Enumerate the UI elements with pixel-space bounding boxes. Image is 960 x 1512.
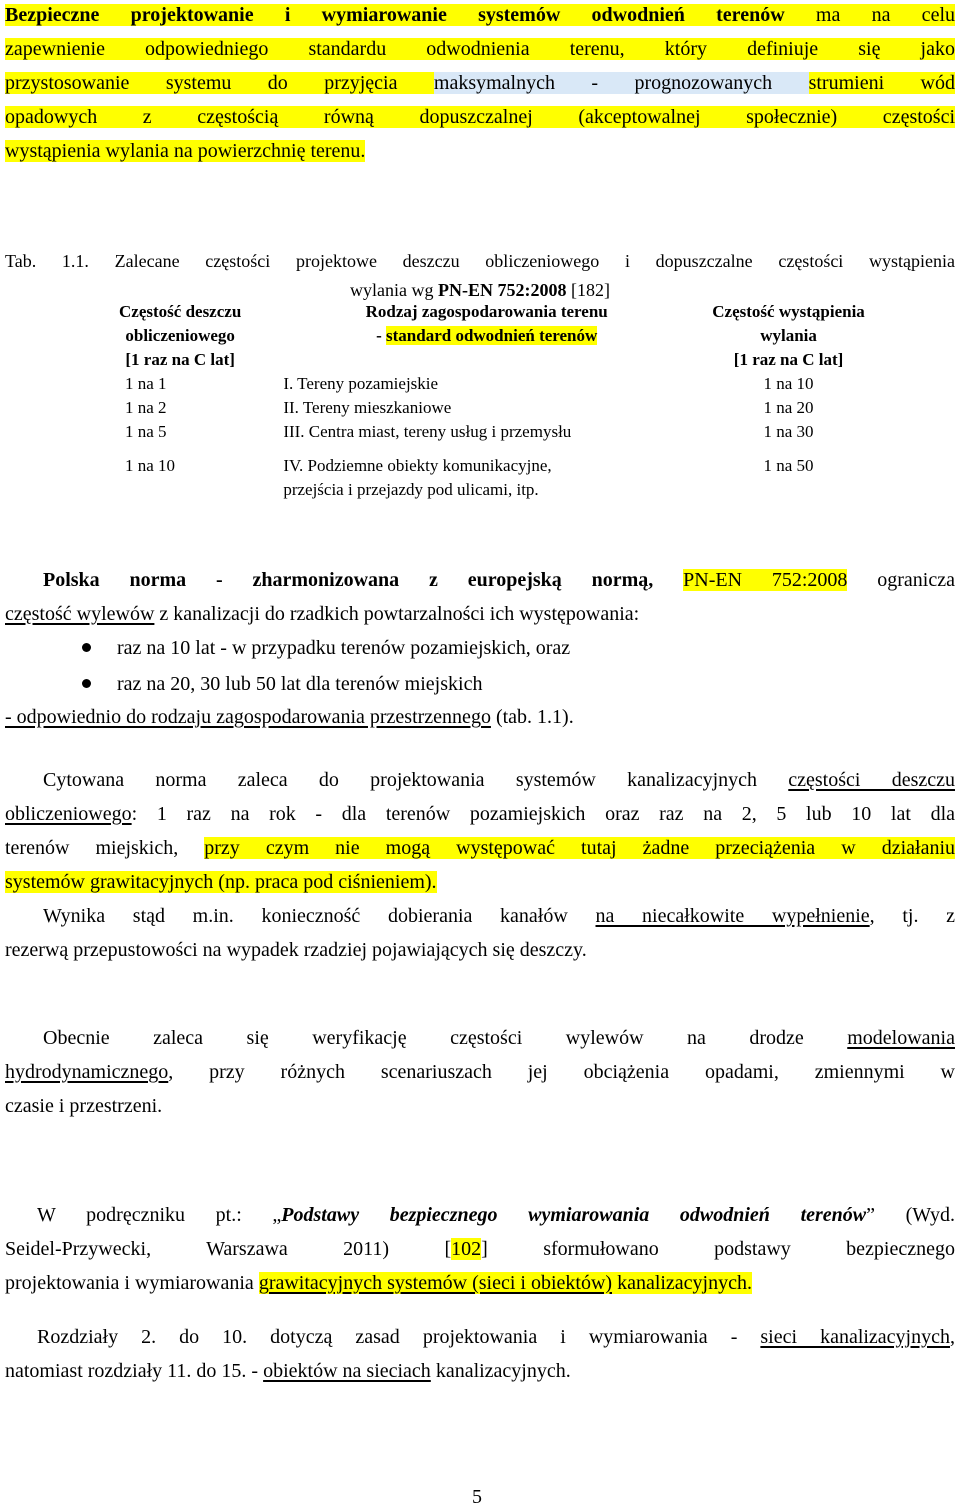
cited-highlight: systemów grawitacyjnych (np. praca pod ciśnieniem). [5,871,437,893]
book-text: W podręczniku pt.: „ [37,1204,282,1226]
chapters-text: , [950,1326,955,1348]
model-text: , przy różnych scenariuszach jej obciążenia opadami, zmiennymi w [168,1061,955,1083]
table-row [77,372,887,396]
cell-land-use [283,444,690,502]
norm-text: ogranicza [847,569,955,591]
book-text: ” (Wyd. [866,1204,955,1226]
cell-rain: 1 na 2 [125,398,167,417]
header-text: - [376,326,387,345]
header-text: [1 raz na C lat] [733,350,844,369]
model-underline: modelowania [847,1027,955,1049]
chapters-text: Rozdziały 2. do 10. dotyczą zasad projektowania i wymiarowania - [37,1326,761,1348]
cell-land-use: III. Centra miast, tereny usług i przemysłu [283,422,572,441]
norm-text: z kanalizacji do rzadkich powtarzalności ich występowania: [154,603,640,625]
book-text: Seidel-Przywecki, Warszawa 2011) [ [5,1238,452,1260]
caption-norm: PN-EN 752:2008 [437,280,567,300]
header-text: [1 raz na C lat] [125,350,235,369]
table-row [77,396,887,420]
cited-highlight: przy czym nie mogą występować tutaj żadne przeciążenia w działaniu [204,837,956,859]
cited-underline: obliczeniowego [5,803,132,825]
book-text: projektowania i wymiarowania [5,1272,259,1294]
cell-rain: 1 na 10 [125,456,176,475]
intro-text: opadowych z częstością równą dopuszczalnej (akceptowalnej społecznie) częstości [5,106,955,128]
cell-rain: 1 na 1 [125,374,167,393]
model-underline: hydrodynamicznego [5,1061,169,1083]
intro-text: wystąpienia wylania na powierzchnię terenu. [5,140,366,162]
cited-text: rezerwą przepustowości na wypadek rzadziej pojawiających się deszczy. [5,939,587,961]
table-row [77,444,887,502]
cell-rain: 1 na 5 [125,422,167,441]
bullet-item [82,667,482,701]
book-highlight: kanalizacyjnych. [612,1272,752,1294]
header-land-use [283,300,690,372]
caption-text: wylania wg [350,280,438,300]
book-ref-highlight: 102 [451,1238,482,1260]
header-text: Częstość wystąpienia [712,302,865,321]
chapters-text: natomiast rozdziały 11. do 15. - [5,1360,264,1382]
table-caption [5,247,955,305]
norm-bold: Polska norma - zharmonizowana z europejską normą, [43,569,684,591]
bullet-icon [82,679,91,688]
page-number: 5 [472,1486,482,1508]
book-title: Podstawy bezpiecznego wymiarowania odwodnień terenów [281,1204,867,1226]
cell-flood: 1 na 10 [763,374,814,393]
caption-ref: [182] [566,280,610,300]
intro-text: zapewnienie odpowiedniego standardu odwodnienia terenu, który definiuje się jako [5,38,955,60]
cited-underline: częstości deszczu [788,769,955,791]
cell-flood: 1 na 20 [763,398,814,417]
header-rain-frequency [77,300,283,372]
cited-text: Wynika stąd m.in. konieczność dobierania kanałów [43,905,596,927]
model-text: Obecnie zaleca się weryfikację częstości wylewów na drodze [43,1027,848,1049]
intro-text: przystosowanie systemu do przyjęcia [5,72,434,94]
intro-paragraph [5,0,955,168]
chapters-underline: sieci kanalizacyjnych [760,1326,950,1348]
header-text: Częstość deszczu [119,302,242,321]
bullet-text: raz na 10 lat - w przypadku terenów pozamiejskich, oraz [117,637,571,659]
model-text: czasie i przestrzeni. [5,1095,163,1117]
cell-text: IV. Podziemne obiekty komunikacyjne, [283,456,552,475]
norm-text: (tab. 1.1). [490,706,574,728]
table-row [77,420,887,444]
header-highlight: standard odwodnień terenów [386,326,598,345]
model-paragraph [5,1021,955,1123]
table-header-row [77,300,887,372]
cell-text: przejścia i przejazdy pod ulicami, itp. [283,480,539,499]
header-text: wylania [760,326,817,345]
book-text: ] sformułowano podstawy bezpiecznego [481,1238,955,1260]
intro-text: strumieni wód [808,72,955,94]
chapters-underline: obiektów na sieciach [263,1360,431,1382]
cell-flood: 1 na 30 [763,422,814,441]
norm-paragraph [5,563,955,631]
cell-land-use: I. Tereny pozamiejskie [283,374,439,393]
chapters-paragraph [5,1320,955,1388]
norm-tail [5,700,955,734]
intro-text: ma na celu [784,4,955,26]
norm-highlight: PN-EN 752:2008 [683,569,848,591]
cited-text: : 1 raz na rok - dla terenów pozamiejskich oraz raz na 2, 5 lub 10 lat dla [131,803,955,825]
bullet-text: raz na 20, 30 lub 50 lat dla terenów miejskich [117,673,483,695]
norm-underline: częstość wylewów [5,603,155,625]
caption-line-1: Tab. 1.1. Zalecane częstości projektowe deszczu obliczeniowego i dopuszczalne częstości wystąpienia [5,251,955,271]
frequency-table [77,300,887,502]
bullet-item [82,631,570,665]
cited-text: , tj. z [869,905,955,927]
intro-bold: Bezpieczne projektowanie i wymiarowanie systemów odwodnień terenów [5,4,785,26]
intro-highlight-blue: maksymalnych - prognozowanych [433,72,809,94]
header-flood-frequency [690,300,887,372]
cell-land-use: II. Tereny mieszkaniowe [283,398,452,417]
book-highlight-underline: grawitacyjnych systemów (sieci i obiektów) [258,1272,613,1294]
bullet-icon [82,643,91,652]
cited-text: Cytowana norma zaleca do projektowania systemów kanalizacyjnych [43,769,789,791]
cited-text: terenów miejskich, [5,837,205,859]
header-text: obliczeniowego [125,326,235,345]
cited-paragraph [5,763,955,967]
header-text: Rodzaj zagospodarowania terenu [365,302,608,321]
cell-flood: 1 na 50 [763,456,814,475]
cited-underline: na niecałkowite wypełnienie [595,905,870,927]
norm-underline: - odpowiednio do rodzaju zagospodarowania przestrzennego [5,706,491,728]
book-paragraph [5,1198,955,1300]
chapters-text: kanalizacyjnych. [430,1360,571,1382]
